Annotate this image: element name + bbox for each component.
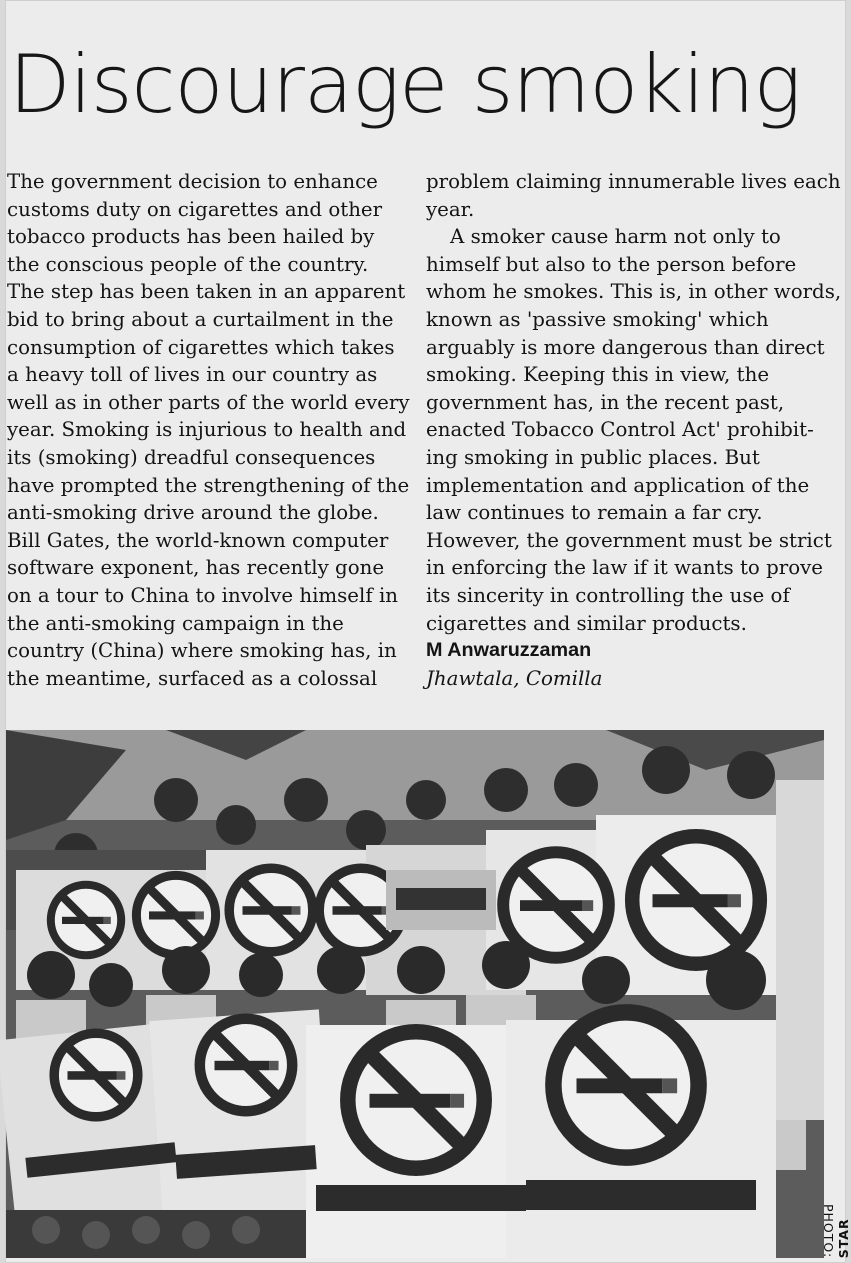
- news-photo: [6, 730, 824, 1258]
- letter-page: [5, 0, 851, 1263]
- article-column-2: [426, 168, 844, 692]
- author-name: M Anwaruzzaman: [426, 639, 592, 662]
- headline: Discourage smoking: [9, 38, 801, 131]
- article-paragraph-1-continued: problem claiming innumerable lives each year.: [426, 170, 841, 221]
- article-paragraph-1: The government decision to enhance customs duty on cigarettes and other tobacco products has been hailed by the conscious people of the country. The step has been taken in an apparent bid to bring about a curtailment in the consumption of cigarettes which takes a heavy toll of lives in our country as well as in other parts of the world every year. Smoking is injurious to health and its (smoking) dreadful consequences have prompted the strengthening of the anti-smoking drive around the globe. Bill Gates, the world-known computer software exponent, has recently gone on a tour to China to involve himself in the anti-smoking campaign in the country (China) where smoking has, in the meantime, surfaced as a colossal: [7, 170, 410, 690]
- article-column-1: [7, 168, 412, 692]
- rally-photo-illustration: [6, 730, 824, 1258]
- article-paragraph-2: A smoker cause harm not only to himself but also to the person before whom he smokes. This is, in other words, known as 'passive smoking' which arguably is more dangerous than direct smoking. Keeping this in view, the government has, in the recent past, enacted Tobacco Control Act' prohibit-ing smoking in public places. But implementation and application of the law continues to remain a far cry. However, the government must be strict in enforcing the law if it wants to prove its sincerity in controlling the use of cigarettes and similar products.: [426, 225, 842, 635]
- photo-credit-prefix: PHOTO:: [821, 1203, 836, 1258]
- author-location: Jhawtala, Comilla: [426, 666, 603, 690]
- photo-credit-source: STAR: [836, 1218, 851, 1258]
- photo-credit: [821, 1140, 851, 1258]
